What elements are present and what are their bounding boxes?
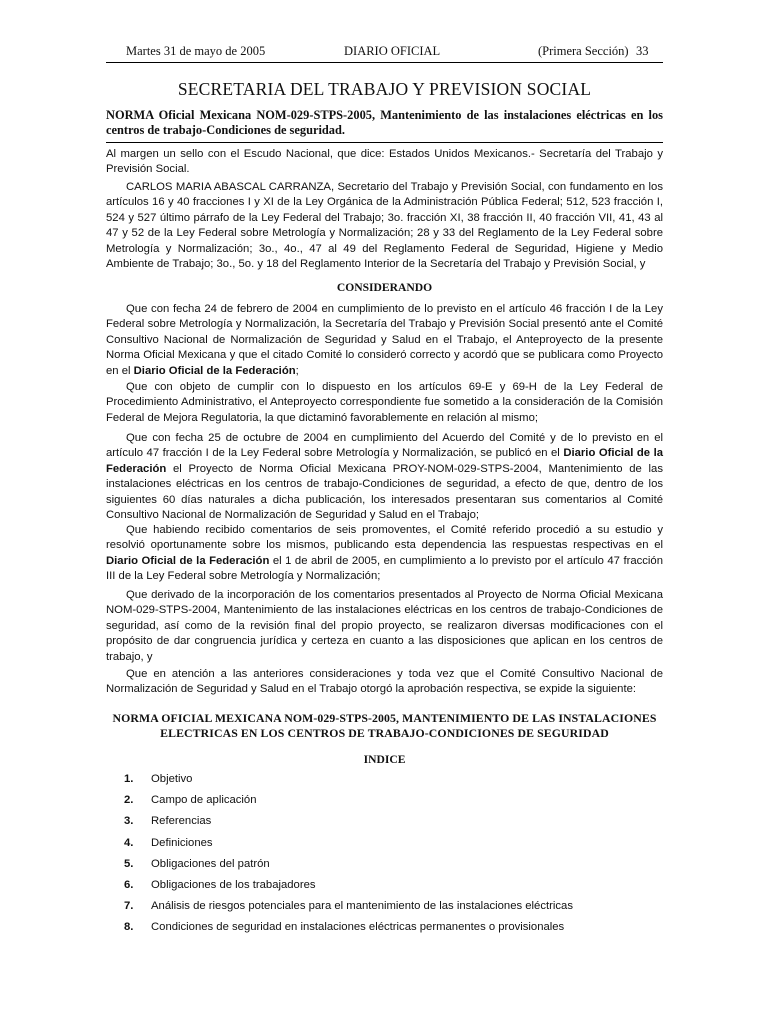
index-item — [106, 837, 663, 858]
index-item — [106, 815, 663, 836]
index-item — [106, 900, 663, 921]
index-item — [106, 794, 663, 815]
index-item-number: 6. — [124, 878, 134, 891]
considerando-heading: CONSIDERANDO — [336, 281, 433, 294]
index-item-number: 1. — [124, 773, 134, 785]
considerando-3 — [106, 431, 663, 523]
index-item-label: Referencias — [151, 815, 212, 828]
considerando-6-text: Que en atención a las anteriores consideraciones y toda vez que el Comité Consultivo Nacional de Normalización de Seguridad y Salud en el Trabajo otorgó la aprobación respectiva, se expide la siguiente: — [106, 668, 663, 696]
considerando-2 — [106, 380, 663, 426]
considerando-4-end: el 1 de abril de 2005, en cumplimiento a lo previsto por el artículo 47 fracción III de la Ley Federal sobre Metrología y Normalización; — [106, 554, 664, 583]
header-date: Martes 31 de mayo de 2005 — [126, 44, 266, 58]
header-page-number: 33 — [636, 44, 649, 58]
norm-title: NORMA Oficial Mexicana NOM-029-STPS-2005, Mantenimiento de las instalaciones eléctricas en los centros de trabajo-Condiciones de seguridad. — [106, 108, 663, 143]
index-item-label: Análisis de riesgos potenciales para el mantenimiento de las instalaciones eléctricas — [151, 900, 573, 913]
index-item — [106, 879, 663, 900]
index-item-number: 2. — [124, 794, 134, 807]
considerando-2-text: Que con objeto de cumplir con lo dispuesto en los artículos 69-E y 69-H de la Ley Federal de Procedimiento Administrativo, el Anteproyecto correspondiente fue sometido a la consideración de la Comisión Federal de Mejora Regulatoria, la que dictaminó favorablemente en relación al mismo; — [106, 381, 663, 424]
dof-reference: Diario Oficial de la Federación — [106, 554, 270, 567]
ministry-title: SECRETARIA DEL TRABAJO Y PREVISION SOCIAL — [177, 79, 592, 99]
index-item — [106, 921, 663, 942]
norm-heading — [106, 711, 663, 741]
index-item-label: Objetivo — [151, 773, 193, 785]
considerando-3-text: Que con fecha 25 de octubre de 2004 en cumplimiento del Acuerdo del Comité y de lo previsto en el artículo 47 fracción I de la Ley Federal sobre Metrología y Normalización, se publicó en el — [106, 432, 663, 460]
index-item-number: 5. — [124, 857, 134, 870]
index-item-label: Obligaciones del patrón — [151, 857, 270, 870]
header-publication: DIARIO OFICIAL — [344, 44, 441, 58]
considerando-4 — [106, 523, 663, 585]
seal-paragraph — [106, 147, 663, 178]
index-item-label: Obligaciones de los trabajadores — [151, 878, 316, 891]
index-item-number: 7. — [124, 900, 134, 913]
considerando-5 — [106, 588, 663, 665]
considerando-1 — [106, 302, 663, 379]
index-list — [106, 773, 663, 943]
dof-reference: Diario Oficial de la Federación — [106, 447, 663, 475]
considerando-3-end: el Proyecto de Norma Oficial Mexicana PROY-NOM-029-STPS-2004, Mantenimiento de las instalaciones eléctricas en los centros de trabajo-Condiciones de seguridad, a efecto de que, dentro de los siguientes 60 días naturales a dicha publicación, los interesados presentaran sus comentarios al Comité Consultivo Nacional de Normalización de Seguridad y Salud en el Trabajo; — [106, 462, 663, 522]
index-item-number: 4. — [124, 836, 134, 849]
index-item-label: Definiciones — [151, 836, 213, 849]
index-item-number: 3. — [124, 815, 134, 828]
paragraph-seal: Al margen un sello con el Escudo Nacional, que dice: Estados Unidos Mexicanos.- Secretaría del Trabajo y Previsión Social. — [106, 148, 663, 176]
index-heading: INDICE — [363, 753, 406, 766]
dof-reference: Diario Oficial de la Federación — [133, 364, 296, 377]
considerando-4-text: Que habiendo recibido comentarios de seis promoventes, el Comité referido procedió a su estudio y resolvió oportunamente sobre los mismos, publicando esta dependencia las respuestas respectivas en el — [106, 524, 663, 552]
preamble-block — [106, 180, 663, 272]
index-item-label: Condiciones de seguridad en instalaciones eléctricas permanentes o provisionales — [151, 921, 565, 934]
considerando-1-end: ; — [295, 364, 299, 377]
considerando-5-text: Que derivado de la incorporación de los comentarios presentados al Proyecto de Norma Oficial Mexicana NOM-029-STPS-2004, Mantenimiento de las instalaciones eléctricas en los centros de trabajo-Condiciones de seguridad, así como de la revisión final del propio proyecto, se realizaron diversas modificaciones con el propósito de dar congruencia jurídica y certeza en cuanto a las disposiciones que aplican en los centros de trabajo, y — [106, 589, 663, 663]
norm-heading-line-2: ELECTRICAS EN LOS CENTROS DE TRABAJO-CONDICIONES DE SEGURIDAD — [160, 726, 609, 740]
index-item — [106, 858, 663, 879]
running-header — [106, 44, 663, 63]
paragraph-preamble: CARLOS MARIA ABASCAL CARRANZA, Secretario del Trabajo y Previsión Social, con fundamento en los artículos 16 y 40 fracciones I y XI de la Ley Orgánica de la Administración Pública Federal; 512, 523 fracción I, 524 y 527 último párrafo de la Ley Federal del Trabajo; 3o. fracción XI, 38 fracción II, 40 fracción VII, 41, 43 al 47 y 52 de la Ley Federal sobre Metrología y Normalización; 28 y 33 del Reglamento de la Ley Federal sobre Metrología y Normalización; 3o., 4o., 47 al 49 del Reglamento Federal de Seguridad, Higiene y Medio Ambiente de Trabajo; 3o., 5o. y 18 del Reglamento Interior de la Secretaría del Trabajo y Previsión Social, y — [106, 181, 663, 271]
index-item-label: Campo de aplicación — [151, 794, 257, 807]
index-item-number: 8. — [124, 921, 134, 934]
considerando-1-text: Que con fecha 24 de febrero de 2004 en cumplimiento de lo previsto en el artículo 46 fracción I de la Ley Federal sobre Metrología y Normalización, la Secretaría del Trabajo y Previsión Social presentó ante el Comité Consultivo Nacional de Normalización de Seguridad y Salud en el Trabajo, el Anteproyecto de la presente Norma Oficial Mexicana y que el citado Comité lo consideró correcto y acordó que se publicara como Proyecto en el — [106, 303, 663, 377]
header-section: (Primera Sección) — [538, 44, 629, 58]
norm-heading-line-1: NORMA OFICIAL MEXICANA NOM-029-STPS-2005, MANTENIMIENTO DE LAS INSTALACIONES — [112, 711, 657, 725]
considerando-6 — [106, 667, 663, 698]
index-item — [106, 773, 663, 794]
